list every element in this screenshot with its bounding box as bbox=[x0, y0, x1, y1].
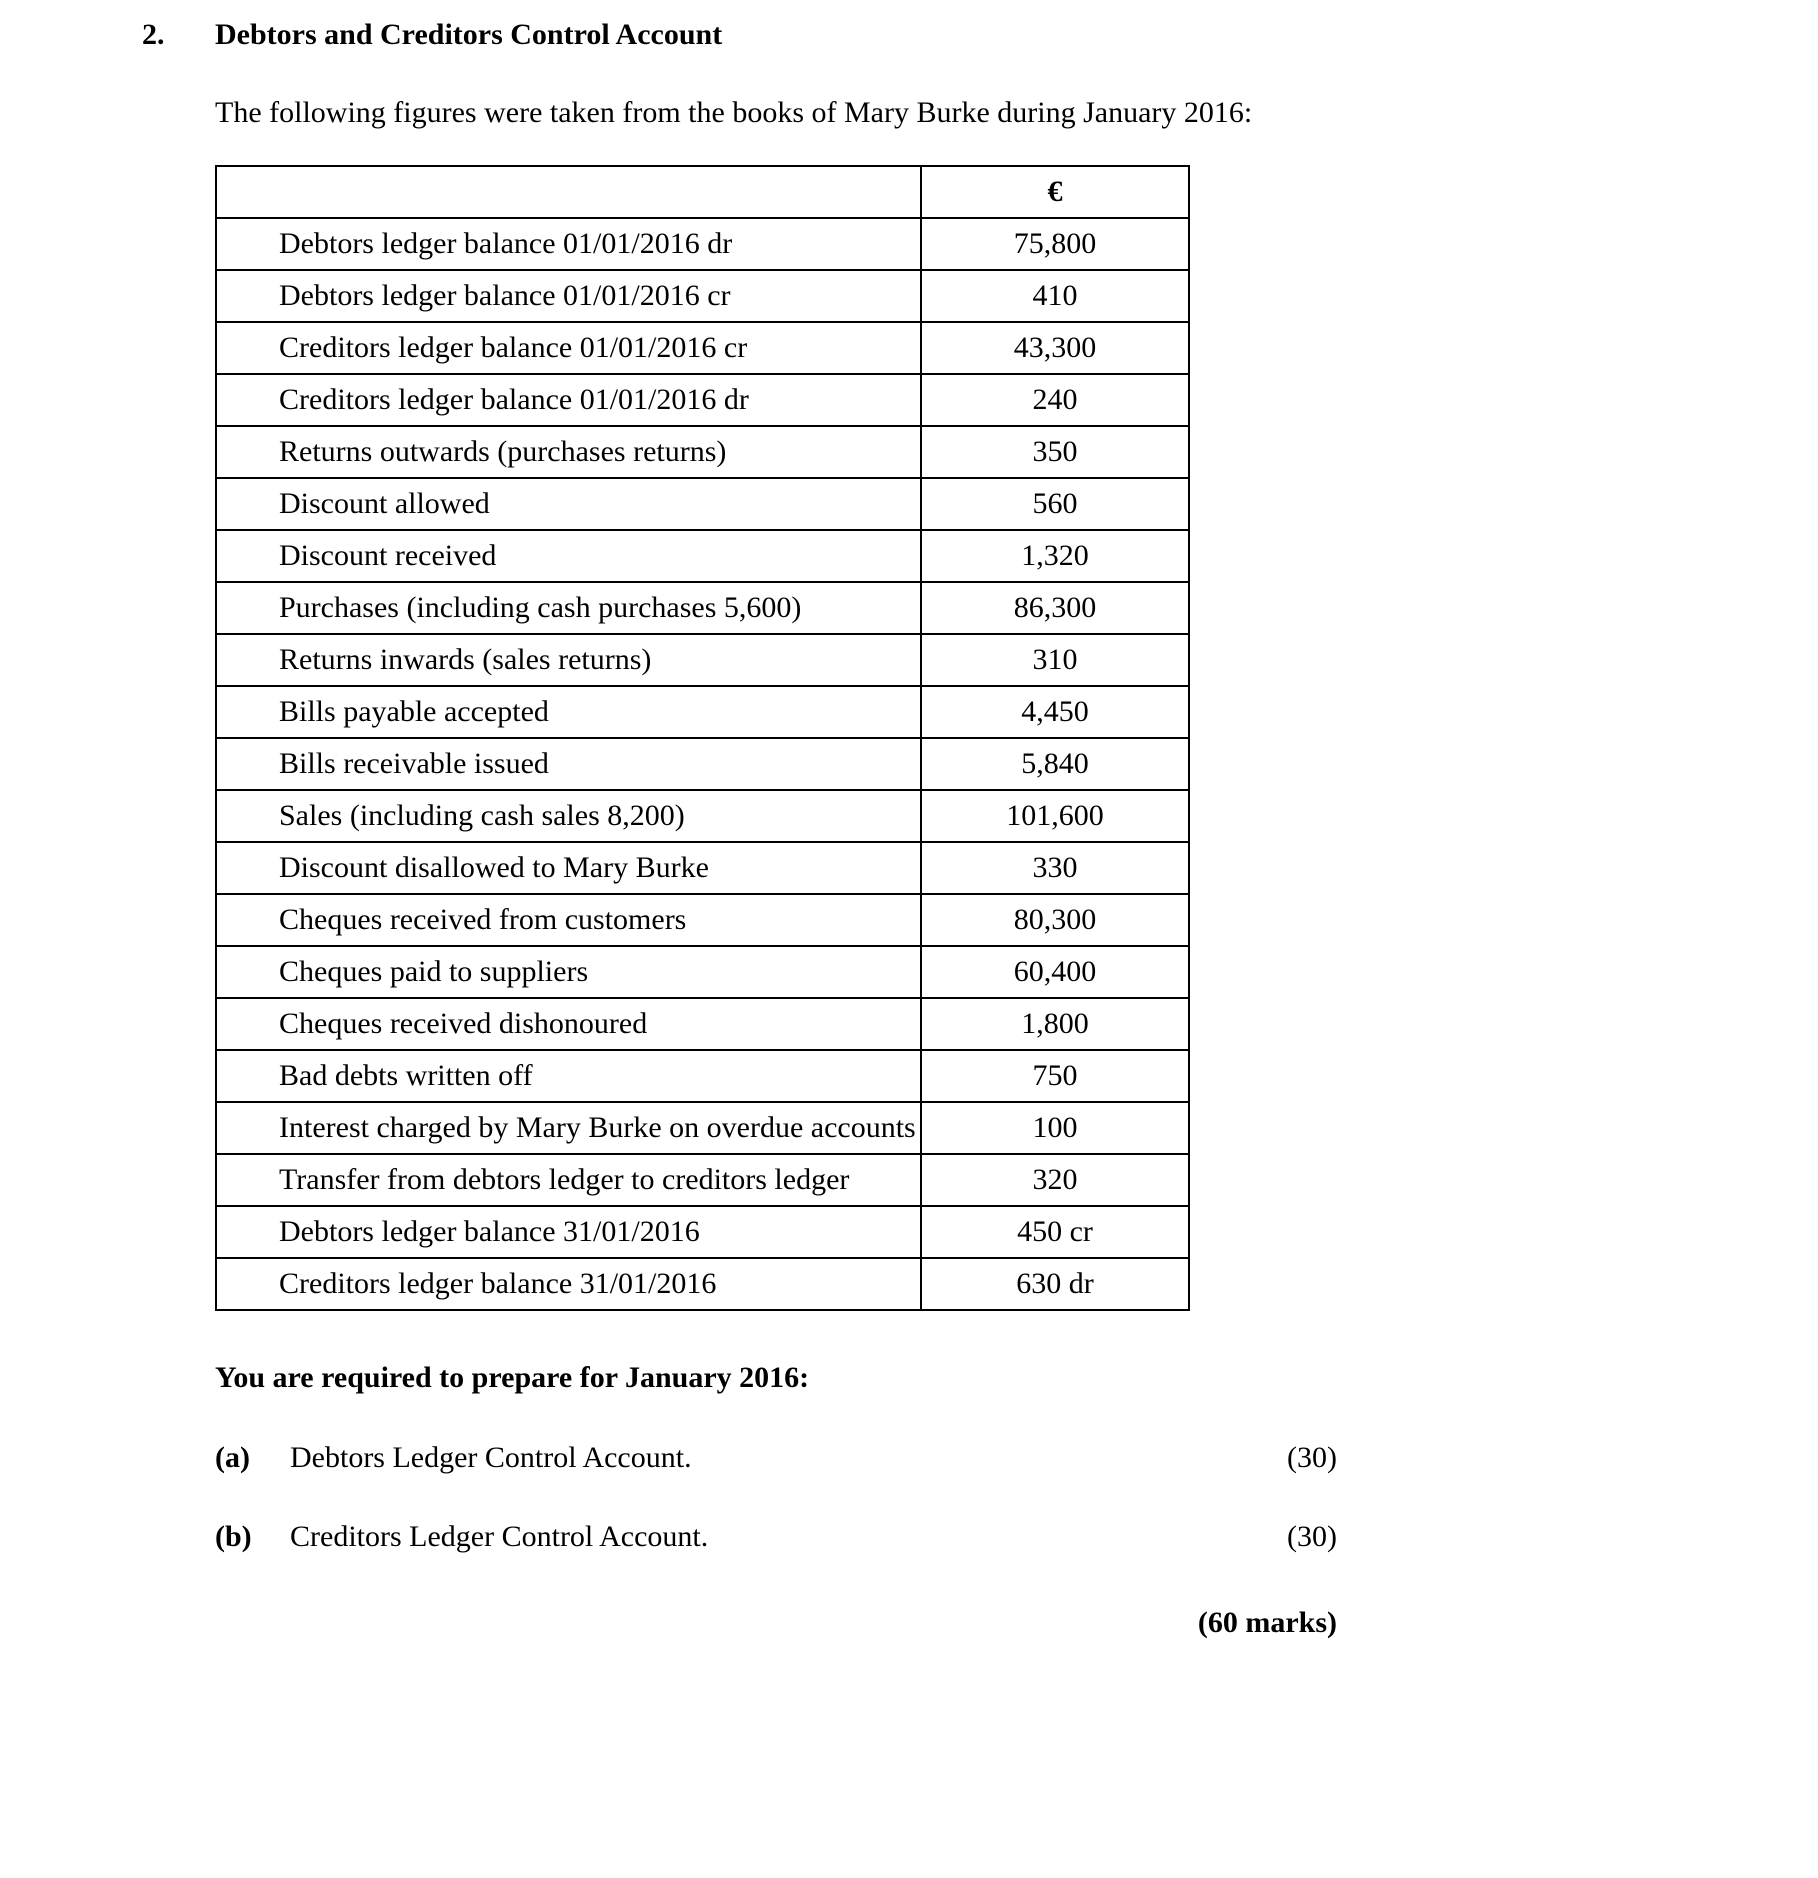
table-row bbox=[216, 374, 1189, 426]
task-text: Creditors Ledger Control Account. bbox=[290, 1520, 709, 1553]
row-value: 240 bbox=[921, 374, 1189, 426]
currency-header: € bbox=[921, 166, 1189, 218]
question-number: 2. bbox=[142, 18, 165, 51]
table-header-row bbox=[216, 166, 1189, 218]
row-label: Debtors ledger balance 31/01/2016 bbox=[216, 1206, 921, 1258]
row-label: Discount received bbox=[216, 530, 921, 582]
row-value: 630 dr bbox=[921, 1258, 1189, 1310]
row-value: 60,400 bbox=[921, 946, 1189, 998]
table-row bbox=[216, 1154, 1189, 1206]
task-text: Debtors Ledger Control Account. bbox=[290, 1440, 692, 1474]
table-row bbox=[216, 894, 1189, 946]
row-value: 100 bbox=[921, 1102, 1189, 1154]
table-body bbox=[216, 218, 1189, 1310]
task-list bbox=[142, 1439, 1818, 1556]
row-value: 5,840 bbox=[921, 738, 1189, 790]
table-row bbox=[216, 634, 1189, 686]
task-item bbox=[215, 1518, 1337, 1556]
row-label: Returns inwards (sales returns) bbox=[216, 634, 921, 686]
row-label: Debtors ledger balance 01/01/2016 dr bbox=[216, 218, 921, 270]
table-row bbox=[216, 790, 1189, 842]
row-label: Creditors ledger balance 01/01/2016 dr bbox=[216, 374, 921, 426]
row-value: 560 bbox=[921, 478, 1189, 530]
row-label: Bills payable accepted bbox=[216, 686, 921, 738]
question-header bbox=[142, 16, 1818, 54]
row-label: Debtors ledger balance 01/01/2016 cr bbox=[216, 270, 921, 322]
row-value: 450 cr bbox=[921, 1206, 1189, 1258]
table-row bbox=[216, 1206, 1189, 1258]
row-label: Interest charged by Mary Burke on overdue accounts bbox=[216, 1102, 921, 1154]
row-label: Creditors ledger balance 01/01/2016 cr bbox=[216, 322, 921, 374]
row-label: Discount disallowed to Mary Burke bbox=[216, 842, 921, 894]
row-label: Creditors ledger balance 31/01/2016 bbox=[216, 1258, 921, 1310]
table-row bbox=[216, 582, 1189, 634]
table-row bbox=[216, 426, 1189, 478]
table-row bbox=[216, 1050, 1189, 1102]
row-value: 310 bbox=[921, 634, 1189, 686]
table-row bbox=[216, 738, 1189, 790]
table-row bbox=[216, 530, 1189, 582]
row-label: Purchases (including cash purchases 5,600) bbox=[216, 582, 921, 634]
table-row bbox=[216, 218, 1189, 270]
row-value: 4,450 bbox=[921, 686, 1189, 738]
task-item bbox=[215, 1439, 1337, 1477]
row-label: Bills receivable issued bbox=[216, 738, 921, 790]
intro-text: The following figures were taken from the books of Mary Burke during January 2016: bbox=[215, 95, 1253, 129]
row-label: Sales (including cash sales 8,200) bbox=[216, 790, 921, 842]
table-row bbox=[216, 686, 1189, 738]
row-label: Transfer from debtors ledger to creditors ledger bbox=[216, 1154, 921, 1206]
task-label: (b) bbox=[215, 1520, 252, 1553]
question-title: Debtors and Creditors Control Account bbox=[215, 18, 723, 51]
row-value: 80,300 bbox=[921, 894, 1189, 946]
table-row bbox=[216, 1102, 1189, 1154]
row-label: Cheques received from customers bbox=[216, 894, 921, 946]
row-value: 750 bbox=[921, 1050, 1189, 1102]
row-label: Discount allowed bbox=[216, 478, 921, 530]
table-row bbox=[216, 998, 1189, 1050]
row-label: Cheques paid to suppliers bbox=[216, 946, 921, 998]
table-row bbox=[216, 946, 1189, 998]
row-value: 1,800 bbox=[921, 998, 1189, 1050]
row-value: 43,300 bbox=[921, 322, 1189, 374]
task-marks: (30) bbox=[1287, 1520, 1337, 1553]
total-marks: (60 marks) bbox=[1197, 1605, 1337, 1639]
row-value: 101,600 bbox=[921, 790, 1189, 842]
table-row bbox=[216, 322, 1189, 374]
row-value: 1,320 bbox=[921, 530, 1189, 582]
row-value: 86,300 bbox=[921, 582, 1189, 634]
table-row bbox=[216, 478, 1189, 530]
table-row bbox=[216, 270, 1189, 322]
row-label: Cheques received dishonoured bbox=[216, 998, 921, 1050]
empty-header-cell bbox=[216, 166, 921, 218]
required-heading: You are required to prepare for January 2016: bbox=[215, 1361, 810, 1394]
row-value: 410 bbox=[921, 270, 1189, 322]
row-label: Bad debts written off bbox=[216, 1050, 921, 1102]
row-value: 350 bbox=[921, 426, 1189, 478]
table-row bbox=[216, 842, 1189, 894]
row-label: Returns outwards (purchases returns) bbox=[216, 426, 921, 478]
figures-table bbox=[215, 165, 1190, 1311]
task-label: (a) bbox=[215, 1440, 250, 1474]
row-value: 75,800 bbox=[921, 218, 1189, 270]
task-marks: (30) bbox=[1287, 1440, 1337, 1474]
row-value: 330 bbox=[921, 842, 1189, 894]
row-value: 320 bbox=[921, 1154, 1189, 1206]
table-row bbox=[216, 1258, 1189, 1310]
